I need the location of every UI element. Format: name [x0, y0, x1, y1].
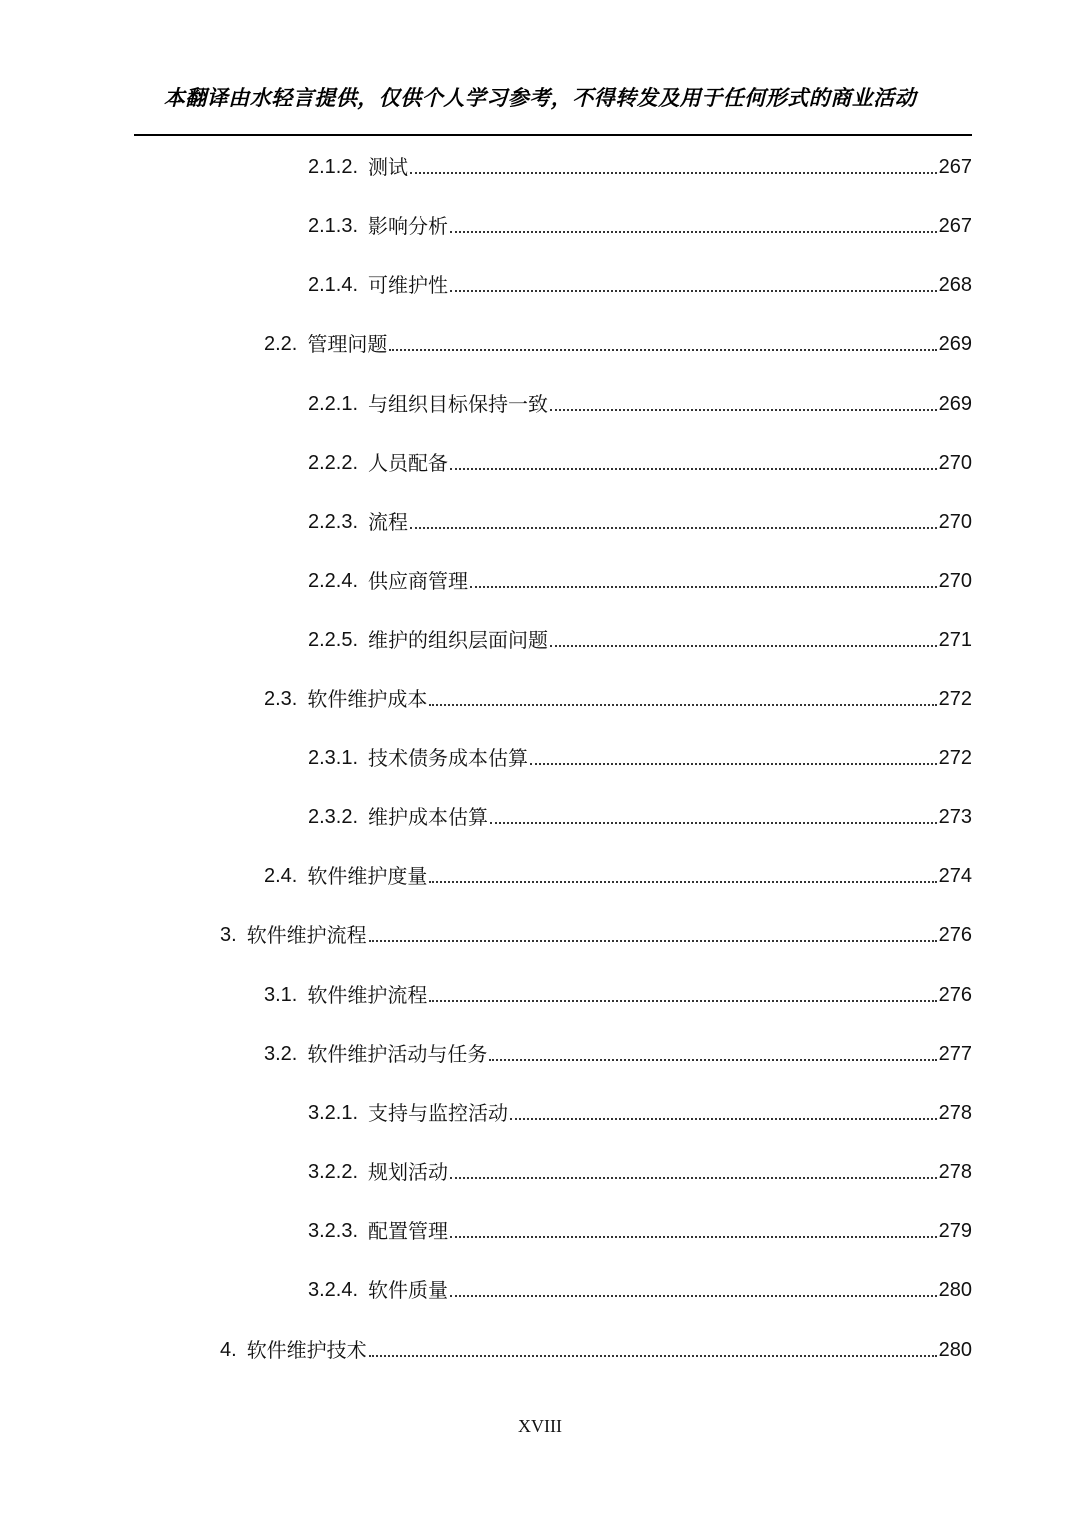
toc-entry-number: 2.3.2. [308, 806, 359, 828]
toc-entry-page: 268 [938, 274, 972, 296]
toc-entry-title: 软件维护活动与任务 [307, 1042, 488, 1066]
toc-entry-number: 2.1.4. [308, 274, 359, 296]
toc-entry[interactable] [308, 566, 972, 596]
header-notice: 本翻译由水轻言提供，仅供个人学习参考，不得转发及用于任何形式的商业活动 [163, 86, 917, 110]
toc-entry-title: 软件维护度量 [307, 864, 428, 888]
toc-entry-title: 规划活动 [368, 1160, 449, 1184]
toc-leader-dots [550, 409, 937, 411]
toc-entry-number: 2.4. [264, 865, 298, 887]
toc-entry[interactable] [264, 980, 972, 1010]
toc-entry-title: 软件维护流程 [307, 983, 428, 1007]
toc-entry[interactable] [220, 1335, 972, 1365]
toc-entry-title: 供应商管理 [368, 569, 469, 593]
toc-entry-number: 2.1.2. [308, 156, 359, 178]
toc-entry-number: 3.2.3. [308, 1220, 359, 1242]
toc-entry-title: 软件维护流程 [246, 923, 367, 947]
toc-entry-page: 279 [938, 1220, 972, 1242]
toc-entry-number: 2.2.4. [308, 570, 359, 592]
toc-entry[interactable] [308, 743, 972, 773]
toc-entry-title: 支持与监控活动 [368, 1101, 509, 1125]
toc-leader-dots [530, 763, 937, 765]
toc-leader-dots [369, 1355, 937, 1357]
toc-entry-number: 3.2.1. [308, 1102, 359, 1124]
toc-entry-page: 272 [938, 747, 972, 769]
toc-entry-number: 2.2.3. [308, 511, 359, 533]
toc-entry[interactable] [308, 802, 972, 832]
toc-entry[interactable] [308, 625, 972, 655]
toc-entry-page: 269 [938, 393, 972, 415]
toc-entry-title: 软件维护成本 [307, 687, 428, 711]
toc-entry-number: 2.2.5. [308, 629, 359, 651]
toc-leader-dots [510, 1118, 937, 1120]
toc-entry-title: 软件质量 [368, 1278, 449, 1302]
toc-leader-dots [389, 349, 936, 351]
toc-leader-dots [450, 1177, 937, 1179]
toc-entry[interactable] [308, 507, 972, 537]
toc-leader-dots [429, 1000, 936, 1002]
toc-entry-title: 与组织目标保持一致 [368, 392, 549, 416]
toc-leader-dots [369, 940, 937, 942]
toc-entry-page: 273 [938, 806, 972, 828]
toc-entry-page: 272 [938, 688, 972, 710]
toc-entry[interactable] [308, 270, 972, 300]
toc-entry-number: 2.3. [264, 688, 298, 710]
toc-entry-number: 3.2.4. [308, 1279, 359, 1301]
toc-leader-dots [410, 172, 937, 174]
toc-entry-page: 270 [938, 570, 972, 592]
toc-entry-number: 3. [220, 924, 237, 946]
toc-leader-dots [429, 881, 936, 883]
toc-leader-dots [450, 468, 937, 470]
toc-entry[interactable] [308, 1275, 972, 1305]
toc-entry-title: 测试 [368, 155, 409, 179]
toc-entry[interactable] [308, 1216, 972, 1246]
toc-entry-page: 278 [938, 1102, 972, 1124]
toc-entry-page: 267 [938, 215, 972, 237]
toc-entry[interactable] [264, 861, 972, 891]
toc-entry[interactable] [264, 329, 972, 359]
toc-entry-page: 280 [938, 1279, 972, 1301]
toc-entry-number: 3.2.2. [308, 1161, 359, 1183]
toc-entry[interactable] [264, 684, 972, 714]
toc-leader-dots [490, 822, 937, 824]
toc-entry-page: 270 [938, 452, 972, 474]
toc-entry-title: 可维护性 [368, 273, 449, 297]
toc-leader-dots [450, 290, 937, 292]
toc-entry-title: 配置管理 [368, 1219, 449, 1243]
toc-entry-page: 280 [938, 1339, 972, 1361]
toc-leader-dots [470, 586, 937, 588]
toc-leader-dots [550, 645, 937, 647]
toc-entry-page: 276 [938, 984, 972, 1006]
toc-entry-number: 2.2.1. [308, 393, 359, 415]
toc-entry-number: 3.2. [264, 1043, 298, 1065]
toc-entry[interactable] [308, 152, 972, 182]
toc-entry[interactable] [308, 1157, 972, 1187]
toc-entry-page: 271 [938, 629, 972, 651]
toc-entry-page: 267 [938, 156, 972, 178]
toc-entry-page: 269 [938, 333, 972, 355]
toc-leader-dots [450, 231, 937, 233]
toc-entry-title: 影响分析 [368, 214, 449, 238]
toc-entry[interactable] [308, 448, 972, 478]
toc-entry-page: 270 [938, 511, 972, 533]
toc-entry-title: 人员配备 [368, 451, 449, 475]
toc-entry[interactable] [264, 1039, 972, 1069]
toc-entry[interactable] [220, 920, 972, 950]
toc-entry-number: 3.1. [264, 984, 298, 1006]
toc-leader-dots [450, 1295, 937, 1297]
toc-entry-number: 2.2. [264, 333, 298, 355]
toc-entry-page: 278 [938, 1161, 972, 1183]
toc-leader-dots [450, 1236, 937, 1238]
toc-entry-number: 4. [220, 1339, 237, 1361]
toc-entry[interactable] [308, 1098, 972, 1128]
toc-entry-page: 277 [938, 1043, 972, 1065]
toc-entry-number: 2.3.1. [308, 747, 359, 769]
toc-entry-page: 276 [938, 924, 972, 946]
toc-entry-page: 274 [938, 865, 972, 887]
toc-entry[interactable] [308, 211, 972, 241]
toc-leader-dots [410, 527, 937, 529]
toc-entry-title: 维护的组织层面问题 [368, 628, 549, 652]
toc-entry-title: 软件维护技术 [246, 1338, 367, 1362]
page-number: XVIII [518, 1416, 562, 1436]
toc-entry-number: 2.1.3. [308, 215, 359, 237]
toc-entry-number: 2.2.2. [308, 452, 359, 474]
toc-leader-dots [489, 1059, 936, 1061]
toc-entry-title: 技术债务成本估算 [368, 746, 529, 770]
toc-leader-dots [429, 704, 936, 706]
toc-entry-title: 维护成本估算 [368, 805, 489, 829]
toc-entry-title: 流程 [368, 510, 409, 534]
toc-entry[interactable] [308, 389, 972, 419]
toc-entry-title: 管理问题 [307, 332, 388, 356]
